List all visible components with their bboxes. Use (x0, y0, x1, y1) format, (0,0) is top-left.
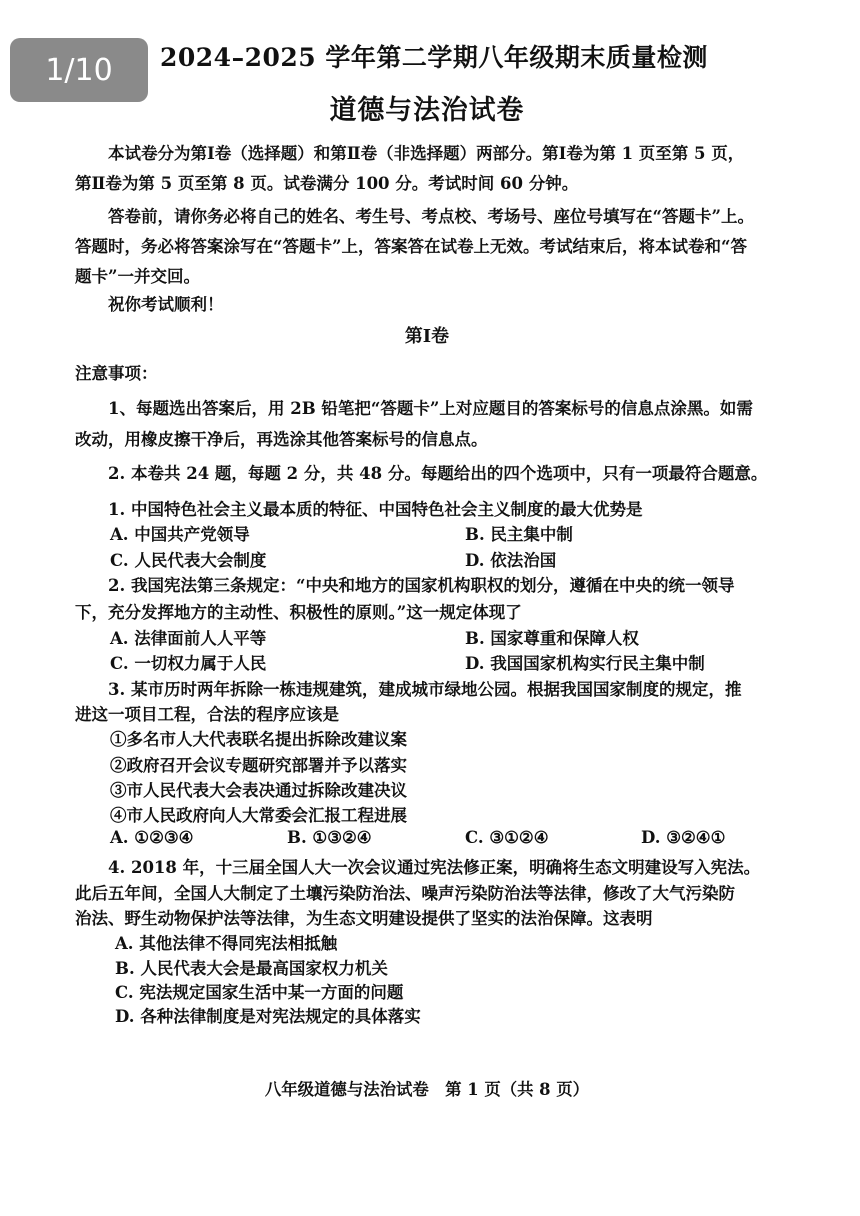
q3-item: ①多名市人大代表联名提出拆除改建议案 (110, 730, 407, 749)
q2-option-d: D. 我国国家机构实行民主集中制 (465, 654, 705, 673)
notice-heading: 注意事项： (75, 364, 158, 383)
notice-line: 1、每题选出答案后，用 2B 铅笔把“答题卡”上对应题目的答案标号的信息点涂黑。如需 (108, 399, 753, 418)
q2-option-b: B. 国家尊重和保障人权 (465, 629, 639, 648)
q3-item: ②政府召开会议专题研究部署并予以落实 (110, 756, 407, 775)
question-3-stem: 进这一项目工程，合法的程序应该是 (75, 705, 339, 724)
question-1-stem: 1. 中国特色社会主义最本质的特征、中国特色社会主义制度的最大优势是 (108, 500, 643, 519)
page-counter-badge: 1/10 (10, 38, 148, 102)
question-2-stem: 2. 我国宪法第三条规定：“中央和地方的国家机构职权的划分，遵循在中央的统一领导 (108, 576, 735, 595)
q3-option-a: A. ①②③④ (110, 828, 194, 847)
exam-subject-title: 道德与法治试卷 (329, 95, 525, 126)
exam-title: 2024–2025 学年第二学期八年级期末质量检测 (160, 43, 708, 72)
section-title: 第Ⅰ卷 (404, 326, 450, 347)
q3-option-c: C. ③①②④ (465, 828, 549, 847)
q1-option-b: B. 民主集中制 (465, 525, 573, 544)
q1-option-a: A. 中国共产党领导 (110, 525, 250, 544)
question-4-stem: 治法、野生动物保护法等法律，为生态文明建设提供了坚实的法治保障。这表明 (75, 909, 653, 928)
question-3-stem: 3. 某市历时两年拆除一栋违规建筑，建成城市绿地公园。根据我国国家制度的规定，推 (108, 680, 742, 699)
q4-option-a: A. 其他法律不得同宪法相抵触 (115, 934, 338, 953)
q3-item: ③市人民代表大会表决通过拆除改建决议 (110, 781, 407, 800)
q3-option-d: D. ③②④① (641, 828, 726, 847)
q4-option-d: D. 各种法律制度是对宪法规定的具体落实 (115, 1007, 421, 1026)
intro-line: 答卷前，请你务必将自己的姓名、考生号、考点校、考场号、座位号填写在“答题卡”上。 (108, 207, 754, 226)
q3-item: ④市人民政府向人大常委会汇报工程进展 (110, 806, 407, 825)
question-4-stem: 此后五年间，全国人大制定了土壤污染防治法、噪声污染防治法等法律，修改了大气污染防 (75, 884, 735, 903)
good-luck-line: 祝你考试顺利！ (108, 295, 224, 314)
q4-option-c: C. 宪法规定国家生活中某一方面的问题 (115, 983, 404, 1002)
intro-line: 答题时，务必将答案涂写在“答题卡”上，答案答在试卷上无效。考试结束后，将本试卷和“答 (75, 237, 747, 256)
intro-line: 第Ⅱ卷为第 5 页至第 8 页。试卷满分 100 分。考试时间 60 分钟。 (75, 174, 579, 193)
q3-option-b: B. ①③②④ (287, 828, 372, 847)
notice-line: 2. 本卷共 24 题，每题 2 分，共 48 分。每题给出的四个选项中，只有一项最符合题意。 (108, 464, 768, 483)
intro-line: 题卡”一并交回。 (75, 267, 200, 286)
page-footer: 八年级道德与法治试卷 第 1 页（共 8 页） (264, 1080, 590, 1099)
intro-line: 本试卷分为第Ⅰ卷（选择题）和第Ⅱ卷（非选择题）两部分。第Ⅰ卷为第 1 页至第 5 页， (108, 144, 745, 163)
question-4-stem: 4. 2018 年，十三届全国人大一次会议通过宪法修正案，明确将生态文明建设写入宪法。 (108, 858, 761, 877)
q1-option-c: C. 人民代表大会制度 (110, 551, 267, 570)
q4-option-b: B. 人民代表大会是最高国家权力机关 (115, 959, 388, 978)
q1-option-d: D. 依法治国 (465, 551, 557, 570)
notice-line: 改动，用橡皮擦干净后，再选涂其他答案标号的信息点。 (75, 430, 488, 449)
question-2-stem: 下，充分发挥地方的主动性、积极性的原则。”这一规定体现了 (75, 603, 522, 622)
q2-option-c: C. 一切权力属于人民 (110, 654, 267, 673)
q2-option-a: A. 法律面前人人平等 (110, 629, 267, 648)
